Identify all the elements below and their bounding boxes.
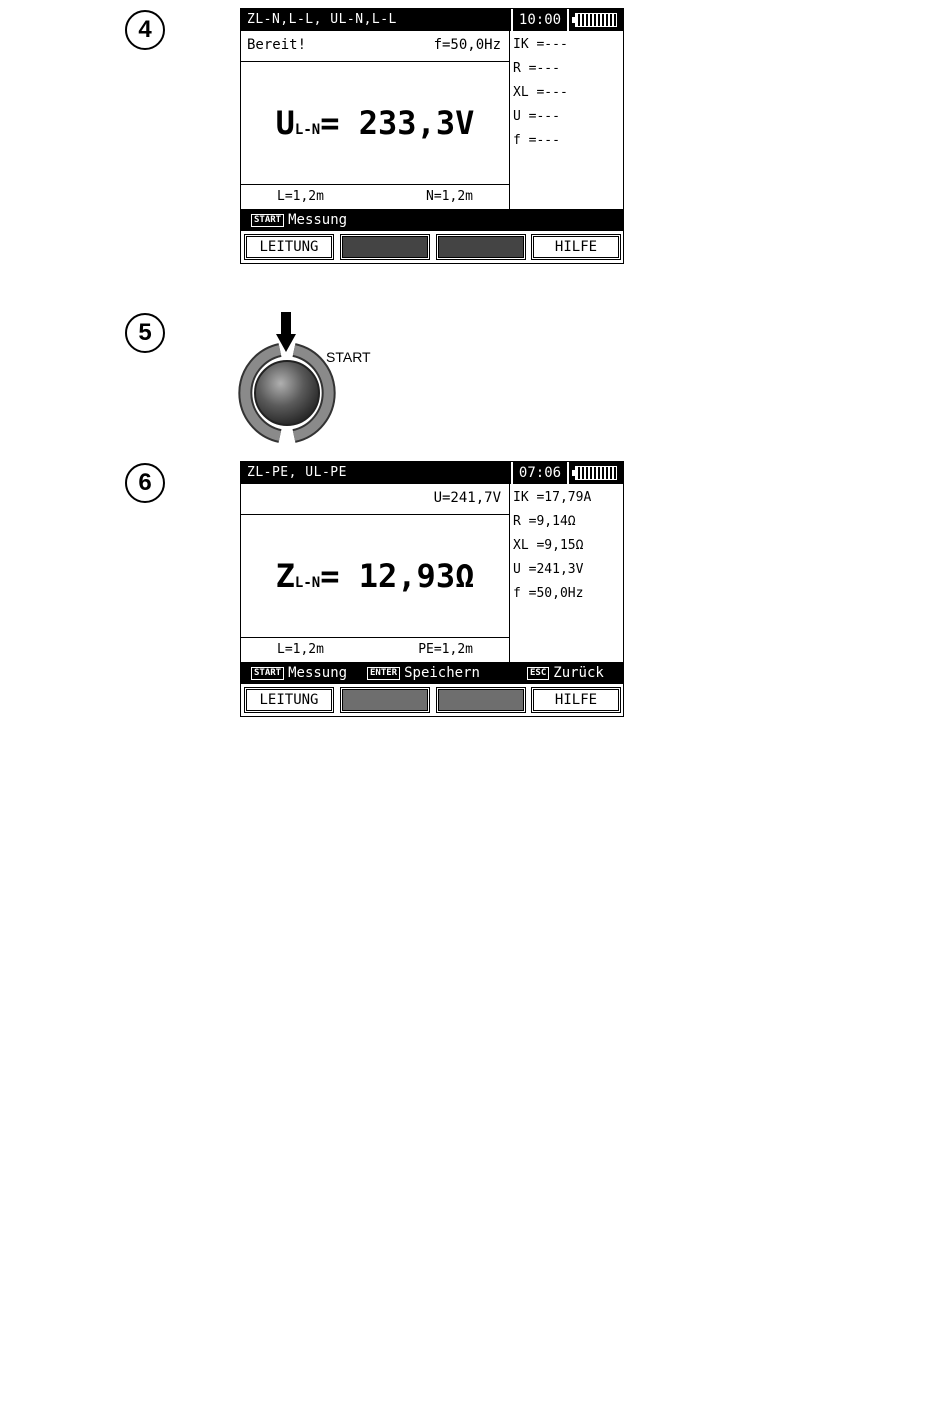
side-ik: IK =17,79A	[513, 490, 592, 505]
main-reading: ZL-N= 12,93Ω	[275, 557, 475, 595]
lead-n: N=1,2m	[426, 189, 473, 204]
side-xl: XL =9,15Ω	[513, 538, 584, 553]
softkey-hilfe[interactable]: HILFE	[533, 236, 619, 258]
status-line	[241, 31, 509, 62]
side-u: U =---	[513, 109, 560, 124]
title-bar	[241, 462, 623, 484]
softkey-empty-3[interactable]	[438, 689, 524, 711]
softkey-empty-3[interactable]	[438, 236, 524, 258]
softkey-row	[241, 684, 623, 716]
meter-screen-ready	[240, 8, 624, 264]
clock: 07:06	[511, 462, 569, 484]
side-f: f =50,0Hz	[513, 586, 584, 601]
frequency-readout: f=50,0Hz	[433, 37, 501, 53]
main-reading: UL-N= 233,3V	[275, 104, 475, 142]
side-ik: IK =---	[513, 37, 568, 52]
meter-screen-result	[240, 461, 624, 717]
enter-key-icon: ENTER	[367, 667, 400, 680]
start-button-icon	[230, 308, 390, 448]
status-line	[241, 484, 509, 515]
side-f: f =---	[513, 133, 560, 148]
side-readouts	[511, 31, 623, 209]
start-key-icon: START	[251, 214, 284, 227]
mode-title: ZL-PE, UL-PE	[247, 465, 347, 480]
svg-text:START: START	[326, 349, 371, 365]
side-xl: XL =---	[513, 85, 568, 100]
softkey-empty-2[interactable]	[342, 236, 428, 258]
lead-pe: PE=1,2m	[418, 642, 473, 657]
softkey-hilfe[interactable]: HILFE	[533, 689, 619, 711]
softkey-empty-2[interactable]	[342, 689, 428, 711]
esc-key-icon: ESC	[527, 667, 549, 680]
battery-icon	[575, 13, 617, 27]
mode-title: ZL-N,L-L, UL-N,L-L	[247, 12, 397, 27]
start-button-illustration	[230, 308, 390, 448]
step-number-4: 4	[125, 10, 165, 50]
battery-icon	[575, 466, 617, 480]
softkey-leitung[interactable]: LEITUNG	[246, 689, 332, 711]
step-number-6: 6	[125, 463, 165, 503]
side-u: U =241,3V	[513, 562, 584, 577]
lead-lengths	[241, 637, 509, 663]
main-pane	[241, 484, 510, 662]
start-key-icon: START	[251, 667, 284, 680]
lead-l: L=1,2m	[277, 642, 324, 657]
title-bar	[241, 9, 623, 31]
status-text: Bereit!	[247, 37, 307, 53]
hint-bar: START Messung	[241, 209, 623, 231]
lead-lengths	[241, 184, 509, 210]
side-readouts	[511, 484, 623, 662]
softkey-row	[241, 231, 623, 263]
lead-l: L=1,2m	[277, 189, 324, 204]
voltage-readout: U=241,7V	[433, 490, 501, 506]
softkey-leitung[interactable]: LEITUNG	[246, 236, 332, 258]
step-number-5: 5	[125, 313, 165, 353]
side-r: R =---	[513, 61, 560, 76]
side-r: R =9,14Ω	[513, 514, 576, 529]
main-pane	[241, 31, 510, 209]
hint-bar: START Messung ENTER Speichern ESC Zurück	[241, 662, 623, 684]
clock: 10:00	[511, 9, 569, 31]
